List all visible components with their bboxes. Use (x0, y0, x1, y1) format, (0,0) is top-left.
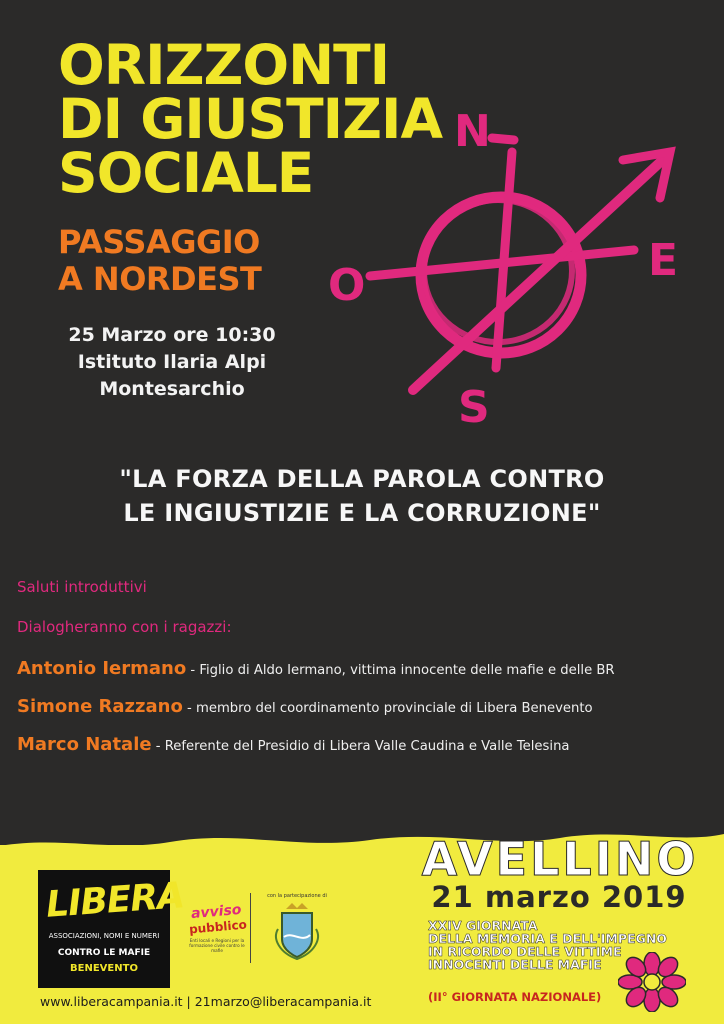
event-datetime: 25 Marzo ore 10:30 (68, 324, 276, 346)
flower-icon (618, 952, 686, 1012)
event-city: Montesarchio (99, 378, 245, 400)
greetings-label: Saluti introduttivi (17, 578, 147, 596)
event-info (66, 322, 278, 403)
event-date: 21 marzo 2019 (431, 880, 687, 914)
subtitle-line-2: A NORDEST (58, 260, 262, 298)
speaker-desc: - membro del coordinamento provinciale di Libera Benevento (182, 701, 593, 716)
title-line-1: ORIZZONTI (58, 33, 390, 97)
giornata-line-1: XXIV GIORNATA (428, 918, 538, 933)
libera-subtitle-1: ASSOCIAZIONI, NOMI E NUMERI (48, 932, 160, 940)
avviso-tagline: Enti locali e Regioni per la formazione civile contro le mafie (189, 938, 245, 953)
avviso-word-2: pubblico (188, 917, 248, 937)
subtitle-line-1: PASSAGGIO (58, 223, 260, 261)
quote-line-1: "LA FORZA DELLA PAROLA CONTRO (119, 465, 605, 493)
nazionale-label: (II° GIORNATA NAZIONALE) (428, 990, 602, 1004)
libera-wordmark: LIBERA (44, 875, 186, 926)
partner-label: con la partecipazione di (267, 893, 327, 899)
speaker-row (17, 734, 717, 755)
city-crest-icon (262, 899, 332, 965)
contacts-text: www.liberacampania.it | 21marzo@liberacampania.it (40, 994, 372, 1009)
title-line-3: SOCIALE (58, 141, 314, 205)
speaker-name: Marco Natale (17, 734, 152, 755)
divider (250, 893, 251, 963)
compass-o: O (328, 260, 366, 311)
giornata-line-2: DELLA MEMORIA E DELL'IMPEGNO (428, 931, 667, 946)
event-venue: Istituto Ilaria Alpi (77, 351, 267, 373)
avviso-pubblico-logo (187, 901, 248, 960)
subtitle (58, 224, 261, 298)
dialogue-label: Dialogheranno con i ragazzi: (17, 618, 232, 636)
speaker-name: Antonio Iermano (17, 658, 187, 679)
compass-icon (318, 100, 718, 440)
compass-e: E (648, 235, 679, 286)
speaker-desc: - Figlio di Aldo Iermano, vittima innocente delle mafie e delle BR (186, 663, 615, 678)
avviso-word-1: avviso (190, 901, 243, 923)
speaker-row (17, 696, 717, 717)
program (17, 578, 717, 772)
giornata-line-4: INNOCENTI DELLE MAFIE (428, 957, 602, 972)
avellino-title: AVELLINO (421, 832, 699, 886)
libera-subtitle-3: BENEVENTO (70, 963, 138, 974)
speaker-name: Simone Razzano (17, 696, 183, 717)
speaker-desc: - Referente del Presidio di Libera Valle Caudina e Valle Telesina (151, 739, 570, 754)
partner-logo (262, 893, 332, 973)
compass-s: S (458, 382, 490, 433)
quote (0, 462, 724, 530)
title-line-2: DI GIUSTIZIA (58, 87, 443, 151)
libera-logo (38, 870, 186, 988)
quote-line-2: LE INGIUSTIZIE E LA CORRUZIONE" (123, 499, 601, 527)
speaker-row (17, 658, 717, 679)
compass-n: N (454, 106, 491, 157)
libera-subtitle-2: CONTRO LE MAFIE (57, 948, 151, 958)
giornata-line-3: IN RICORDO DELLE VITTIME (428, 944, 622, 959)
